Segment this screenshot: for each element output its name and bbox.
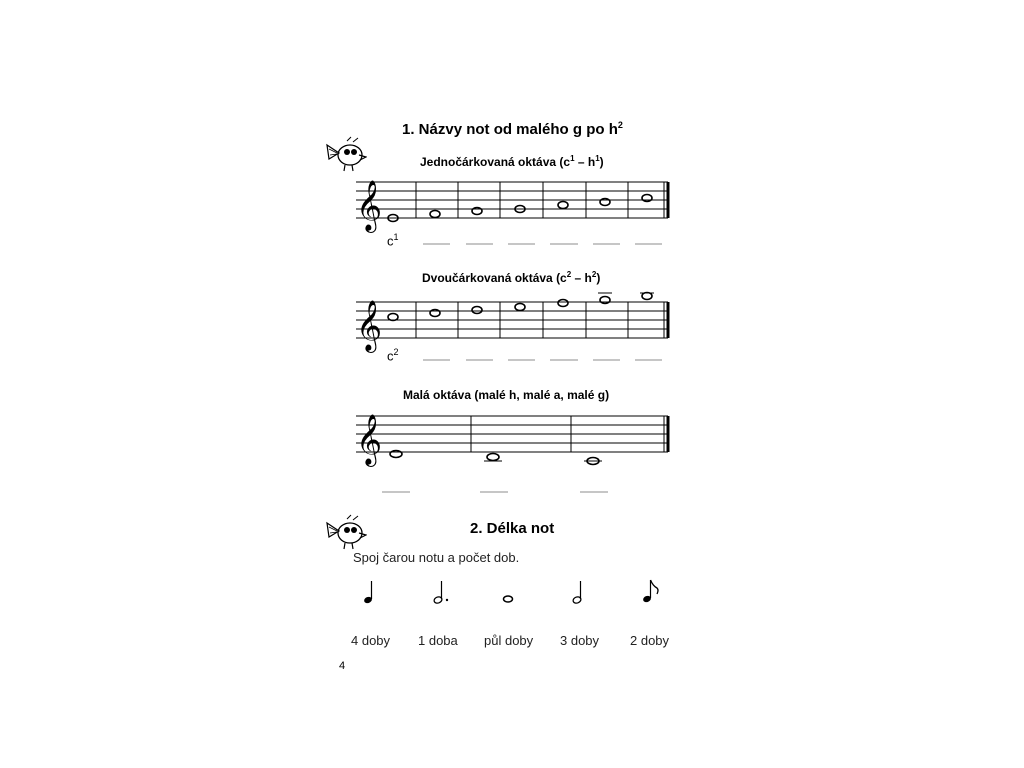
staff2-first-note: c [387,348,394,364]
note [642,293,652,300]
bird-icon [325,135,367,173]
section2-title: 2. Délka not [470,520,555,537]
staff2-label-c: ) [596,271,601,285]
staff2-label-b: – h [571,271,592,285]
staff1-label-b: – h [574,155,596,169]
note [472,307,482,314]
page-number: 4 [339,660,346,672]
note [430,211,440,218]
staff2-first-note-label [387,347,399,363]
duration-label: 3 doby [560,633,600,648]
staff1-first-note-label [387,232,399,248]
staff1-label [420,154,604,169]
duration-label: 1 doba [418,633,458,648]
duration-label: půl doby [484,633,534,648]
staff-1 [350,176,680,256]
bird-icon [325,513,367,551]
note [487,454,499,461]
staff1-first-note-sup: 1 [393,232,399,242]
note [515,304,525,311]
staff2-label-sup2: 2 [591,270,597,279]
section1-title-sup: 2 [617,120,623,130]
treble-clef-icon: 𝄞 [356,415,383,464]
half-note-icon [572,581,582,604]
duration-label: 4 doby [351,633,391,648]
quarter-note-icon [363,581,373,604]
dotted-half-note-icon [433,581,448,604]
note [558,202,568,209]
treble-clef-icon: 𝄞 [356,181,383,230]
staff2-label-sup1: 2 [566,270,572,279]
staff1-label-c: ) [599,155,604,169]
duration-label: 2 doby [630,633,670,648]
staff-3 [350,408,680,498]
eighth-note-icon [642,580,658,603]
staff3-label: Malá oktáva (malé h, malé a, malé g) [403,388,610,402]
staff-2 [350,290,680,370]
staff2-first-note-sup: 2 [393,347,399,357]
note-values-row [350,570,670,620]
staff1-first-note: c [387,233,394,249]
section1-title [402,120,623,138]
whole-note-icon [504,596,513,602]
section2-instruction: Spoj čarou notu a počet dob. [353,550,520,565]
note [388,314,398,321]
staff1-label-a: Jednočárkovaná oktáva (c [420,155,571,169]
section1-title-text: 1. Názvy not od malého g po h [402,121,618,138]
staff2-label [422,270,600,285]
staff1-label-sup1: 1 [570,154,575,163]
note [558,300,568,307]
treble-clef-icon: 𝄞 [356,301,383,350]
staff2-label-a: Dvoučárkovaná oktáva (c [422,271,567,285]
staff1-label-sup2: 1 [595,154,600,163]
